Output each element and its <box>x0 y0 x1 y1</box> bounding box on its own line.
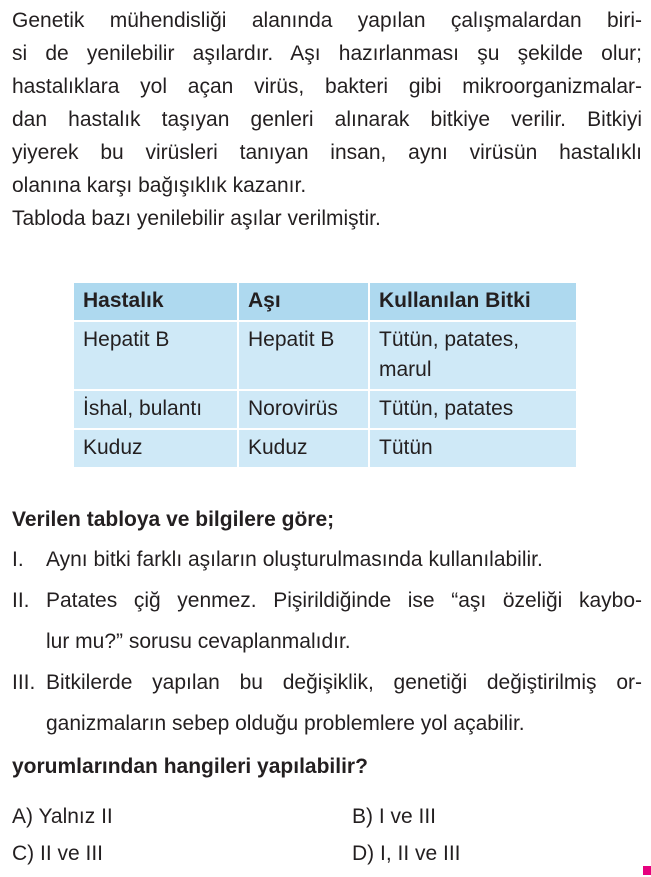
intro-line: Genetik mühendisliği alanında yapılan çalışmalardan biri- <box>12 9 642 32</box>
intro-paragraph <box>12 4 642 235</box>
intro-line: si de yenilebilir aşılardır. Aşı hazırlanması şu şekilde olur; <box>12 42 642 65</box>
cell-plant: Tütün, patates <box>370 391 576 430</box>
statement-list <box>12 539 642 744</box>
intro-line: yiyerek bu virüsleri tanıyan insan, aynı virüsün hastalıklı <box>12 141 642 164</box>
intro-line: dan hastalık taşıyan genleri alınarak bitkiye verilir. Bitkiyi <box>12 108 642 131</box>
table-row <box>74 391 576 430</box>
header-vaccine: Aşı <box>239 283 370 322</box>
statement-numeral: III. <box>12 671 36 694</box>
table-header-row <box>74 283 576 322</box>
question-stem: Verilen tabloya ve bilgilere göre; <box>12 508 335 531</box>
statement-line: Aynı bitki farklı aşıların oluşturulmasında kullanılabilir. <box>46 548 543 571</box>
statement-text <box>46 539 642 580</box>
option-c[interactable]: C) II ve III <box>12 842 104 865</box>
statement-line: Bitkilerde yapılan bu değişiklik, genetiği değiştirilmiş or- <box>46 671 642 694</box>
cell-vaccine: Hepatit B <box>239 322 370 391</box>
cell-disease: Hepatit B <box>74 322 239 391</box>
statement-line: lur mu?” sorusu cevaplanmalıdır. <box>46 630 351 653</box>
statement-item <box>12 580 642 662</box>
corner-marker <box>643 866 651 875</box>
cell-plant: Tütün <box>370 430 576 467</box>
statement-item <box>12 539 642 580</box>
header-disease: Hastalık <box>74 283 239 322</box>
cell-plant <box>370 322 576 391</box>
statement-item <box>12 662 642 744</box>
question-closing: yorumlarından hangileri yapılabilir? <box>12 755 368 778</box>
option-a[interactable]: A) Yalnız II <box>12 805 113 828</box>
intro-line: hastalıklara yol açan virüs, bakteri gibi mikroorganizmalar- <box>12 75 642 98</box>
cell-plant-line: marul <box>379 358 432 381</box>
option-b[interactable]: B) I ve III <box>352 805 437 828</box>
statement-text <box>46 580 642 662</box>
table-row <box>74 430 576 467</box>
statement-text <box>46 662 642 744</box>
edible-vaccine-table <box>74 283 576 467</box>
cell-plant-line: Tütün, patates, <box>379 328 520 351</box>
statement-line: ganizmaların sebep olduğu problemlere yol açabilir. <box>46 712 525 735</box>
cell-vaccine: Norovirüs <box>239 391 370 430</box>
intro-line: Tabloda bazı yenilebilir aşılar verilmiştir. <box>12 207 381 230</box>
table-row <box>74 322 576 391</box>
statement-numeral: I. <box>12 548 24 571</box>
cell-disease: İshal, bulantı <box>74 391 239 430</box>
header-plant: Kullanılan Bitki <box>370 283 576 322</box>
statement-line: Patates çiğ yenmez. Pişirildiğinde ise “aşı özeliği kaybo- <box>46 589 642 612</box>
option-d[interactable]: D) I, II ve III <box>352 842 461 865</box>
cell-vaccine: Kuduz <box>239 430 370 467</box>
statement-numeral: II. <box>12 589 30 612</box>
intro-line: olanına karşı bağışıklık kazanır. <box>12 174 307 197</box>
cell-disease: Kuduz <box>74 430 239 467</box>
